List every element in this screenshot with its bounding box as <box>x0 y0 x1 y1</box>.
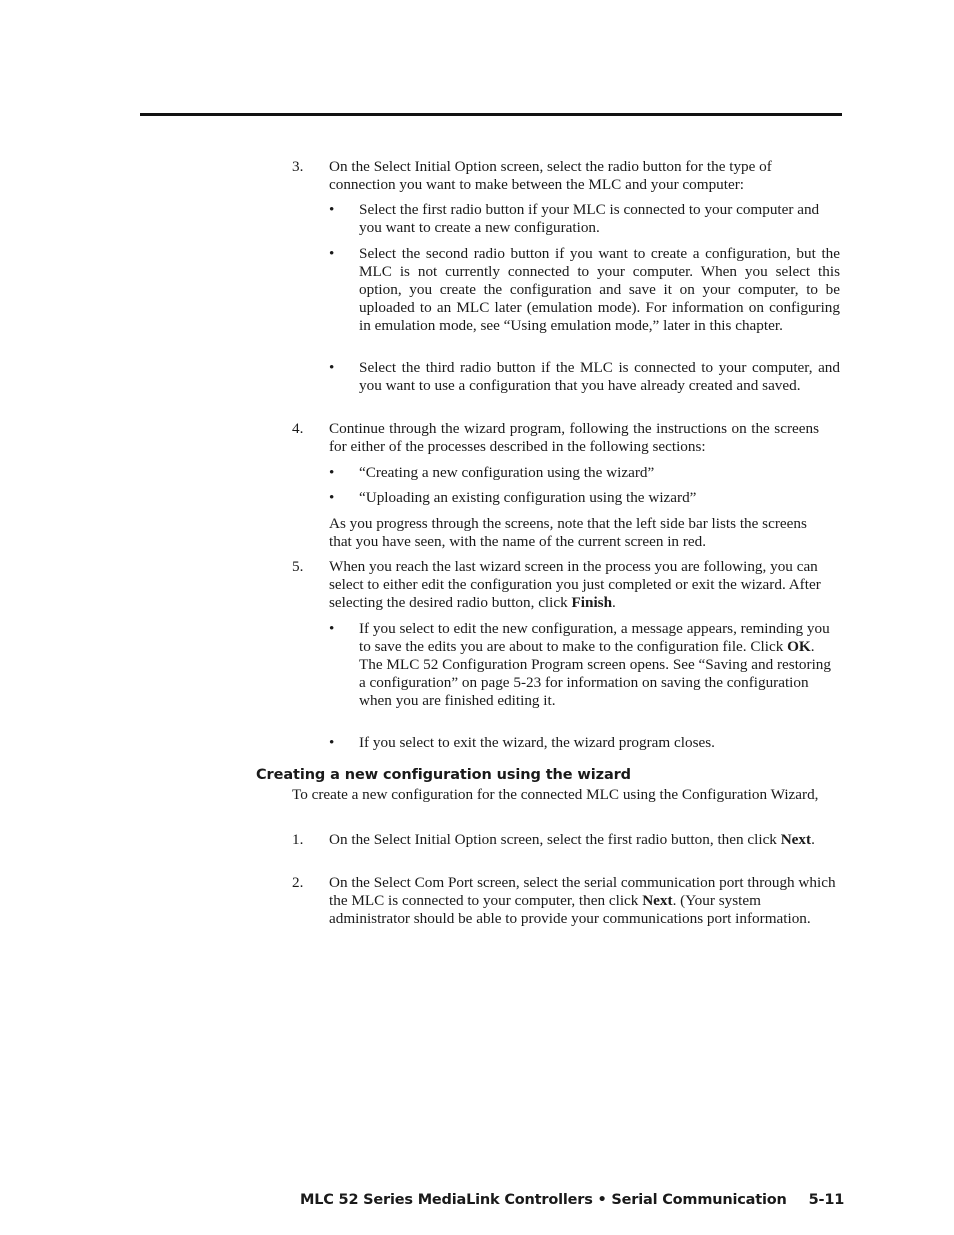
step-4-bullet-2: “Uploading an existing configuration using the wizard” <box>359 489 697 506</box>
step-4-note: As you progress through the screens, note that the left side bar lists the screens that you have seen, with the name of the current screen in red. <box>329 515 807 550</box>
step-4-number: 4. <box>292 420 304 437</box>
bullet-marker: • <box>329 201 335 218</box>
section-intro: To create a new configuration for the connected MLC using the Configuration Wizard, <box>292 786 819 803</box>
step-5-bullet-2: If you select to exit the wizard, the wizard program closes. <box>359 734 715 751</box>
step-3-text: On the Select Initial Option screen, select the radio button for the type of connection you want to make between the MLC and your computer: <box>329 158 772 193</box>
next-label: Next <box>780 831 812 848</box>
step-5-bullet-1: If you select to edit the new configuration, a message appears, reminding you to save the edits you are about to make to the configuration file. Click OK. The MLC 52 Configuration Program screen opens. See “Saving and restoring a configuration” on page 5-23 for information on saving the configuration when you are finished editing it. <box>359 620 831 709</box>
bullet-marker: • <box>329 734 335 751</box>
step-5-number: 5. <box>292 558 304 575</box>
ok-label: OK <box>787 637 811 655</box>
finish-label: Finish <box>571 593 613 611</box>
step-3-bullet-3: Select the third radio button if the MLC is connected to your computer, and you want to use a configuration that you have already created and saved. <box>359 359 840 394</box>
step-4-text: Continue through the wizard program, following the instructions on the screens for either of the processes described in the following sections: <box>329 420 819 455</box>
section-step-2-text: On the Select Com Port screen, select the serial communication port through which the MLC is connected to your computer, then click Next. (Your system administrator should be able to provide your communications port information. <box>329 874 836 927</box>
step-5-text: When you reach the last wizard screen in the process you are following, you can select to either edit the configuration you just completed or exit the wizard. After selecting the desired radio button, click Finish. <box>329 558 821 611</box>
step-4-bullet-1: “Creating a new configuration using the wizard” <box>359 464 655 481</box>
step-3-number: 3. <box>292 158 304 175</box>
footer-title: MLC 52 Series MediaLink Controllers • Serial Communication <box>300 1192 787 1208</box>
header-rule <box>140 113 842 116</box>
bullet-marker: • <box>329 620 335 637</box>
section-step-1-text: On the Select Initial Option screen, select the first radio button, then click Next. <box>329 831 815 848</box>
next-label: Next <box>642 891 673 909</box>
page-footer <box>300 1190 845 1210</box>
bullet-marker: • <box>329 464 335 481</box>
step-3-bullet-2: Select the second radio button if you want to create a configuration, but the MLC is not currently connected to your computer. When you select this option, you create the configuration and save it on your computer, to be uploaded to an MLC later (emulation mode). For information on configuring in emulation mode, see “Using emulation mode,” later in this chapter. <box>359 245 840 334</box>
section-step-2-number: 2. <box>292 874 304 891</box>
section-step-1-number: 1. <box>292 831 304 848</box>
page-number: 5-11 <box>808 1192 845 1208</box>
step-3-bullet-1: Select the first radio button if your MLC is connected to your computer and you want to create a new configuration. <box>359 201 820 236</box>
bullet-marker: • <box>329 245 335 262</box>
section-heading: Creating a new configuration using the wizard <box>256 767 631 783</box>
bullet-marker: • <box>329 359 335 376</box>
bullet-marker: • <box>329 489 335 506</box>
